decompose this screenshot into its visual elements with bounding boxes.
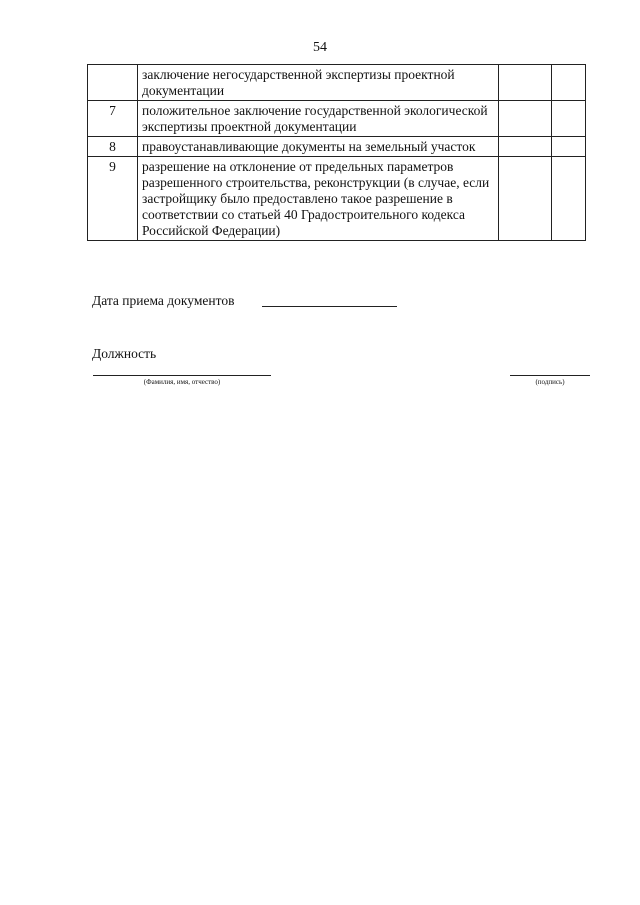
document-name: разрешение на отклонение от предельных параметров разрешенного строительства, реконструкции (в случае, если застройщику было предоставлено такое разрешение в соответствии со статьей 40 Градостроительного кодекса Российской Федерации) [138, 157, 499, 241]
documents-table [87, 64, 586, 241]
document-name: правоустанавливающие документы на земельный участок [138, 137, 499, 157]
row-number: 9 [88, 157, 138, 241]
mark-cell [499, 157, 552, 241]
mark-cell [499, 65, 552, 101]
table-row [88, 65, 586, 101]
row-number [88, 65, 138, 101]
page-number: 54 [313, 40, 327, 55]
position-label: Должность [92, 346, 157, 361]
mark-cell [499, 101, 552, 137]
table-row [88, 137, 586, 157]
mark-cell [552, 101, 586, 137]
mark-cell [499, 137, 552, 157]
date-received-label: Дата приема документов [92, 293, 235, 308]
full-name-caption: (Фамилия, имя, отчество) [143, 378, 221, 386]
row-number: 7 [88, 101, 138, 137]
date-received-line [262, 306, 397, 307]
mark-cell [552, 157, 586, 241]
mark-cell [552, 137, 586, 157]
signature-line [510, 375, 590, 376]
document-name: положительное заключение государственной экологической экспертизы проектной документации [138, 101, 499, 137]
mark-cell [552, 65, 586, 101]
table-row [88, 157, 586, 241]
signature-caption: (подпись) [535, 378, 565, 386]
table-row [88, 101, 586, 137]
full-name-line [93, 375, 271, 376]
document-name: заключение негосударственной экспертизы проектной документации [138, 65, 499, 101]
row-number: 8 [88, 137, 138, 157]
